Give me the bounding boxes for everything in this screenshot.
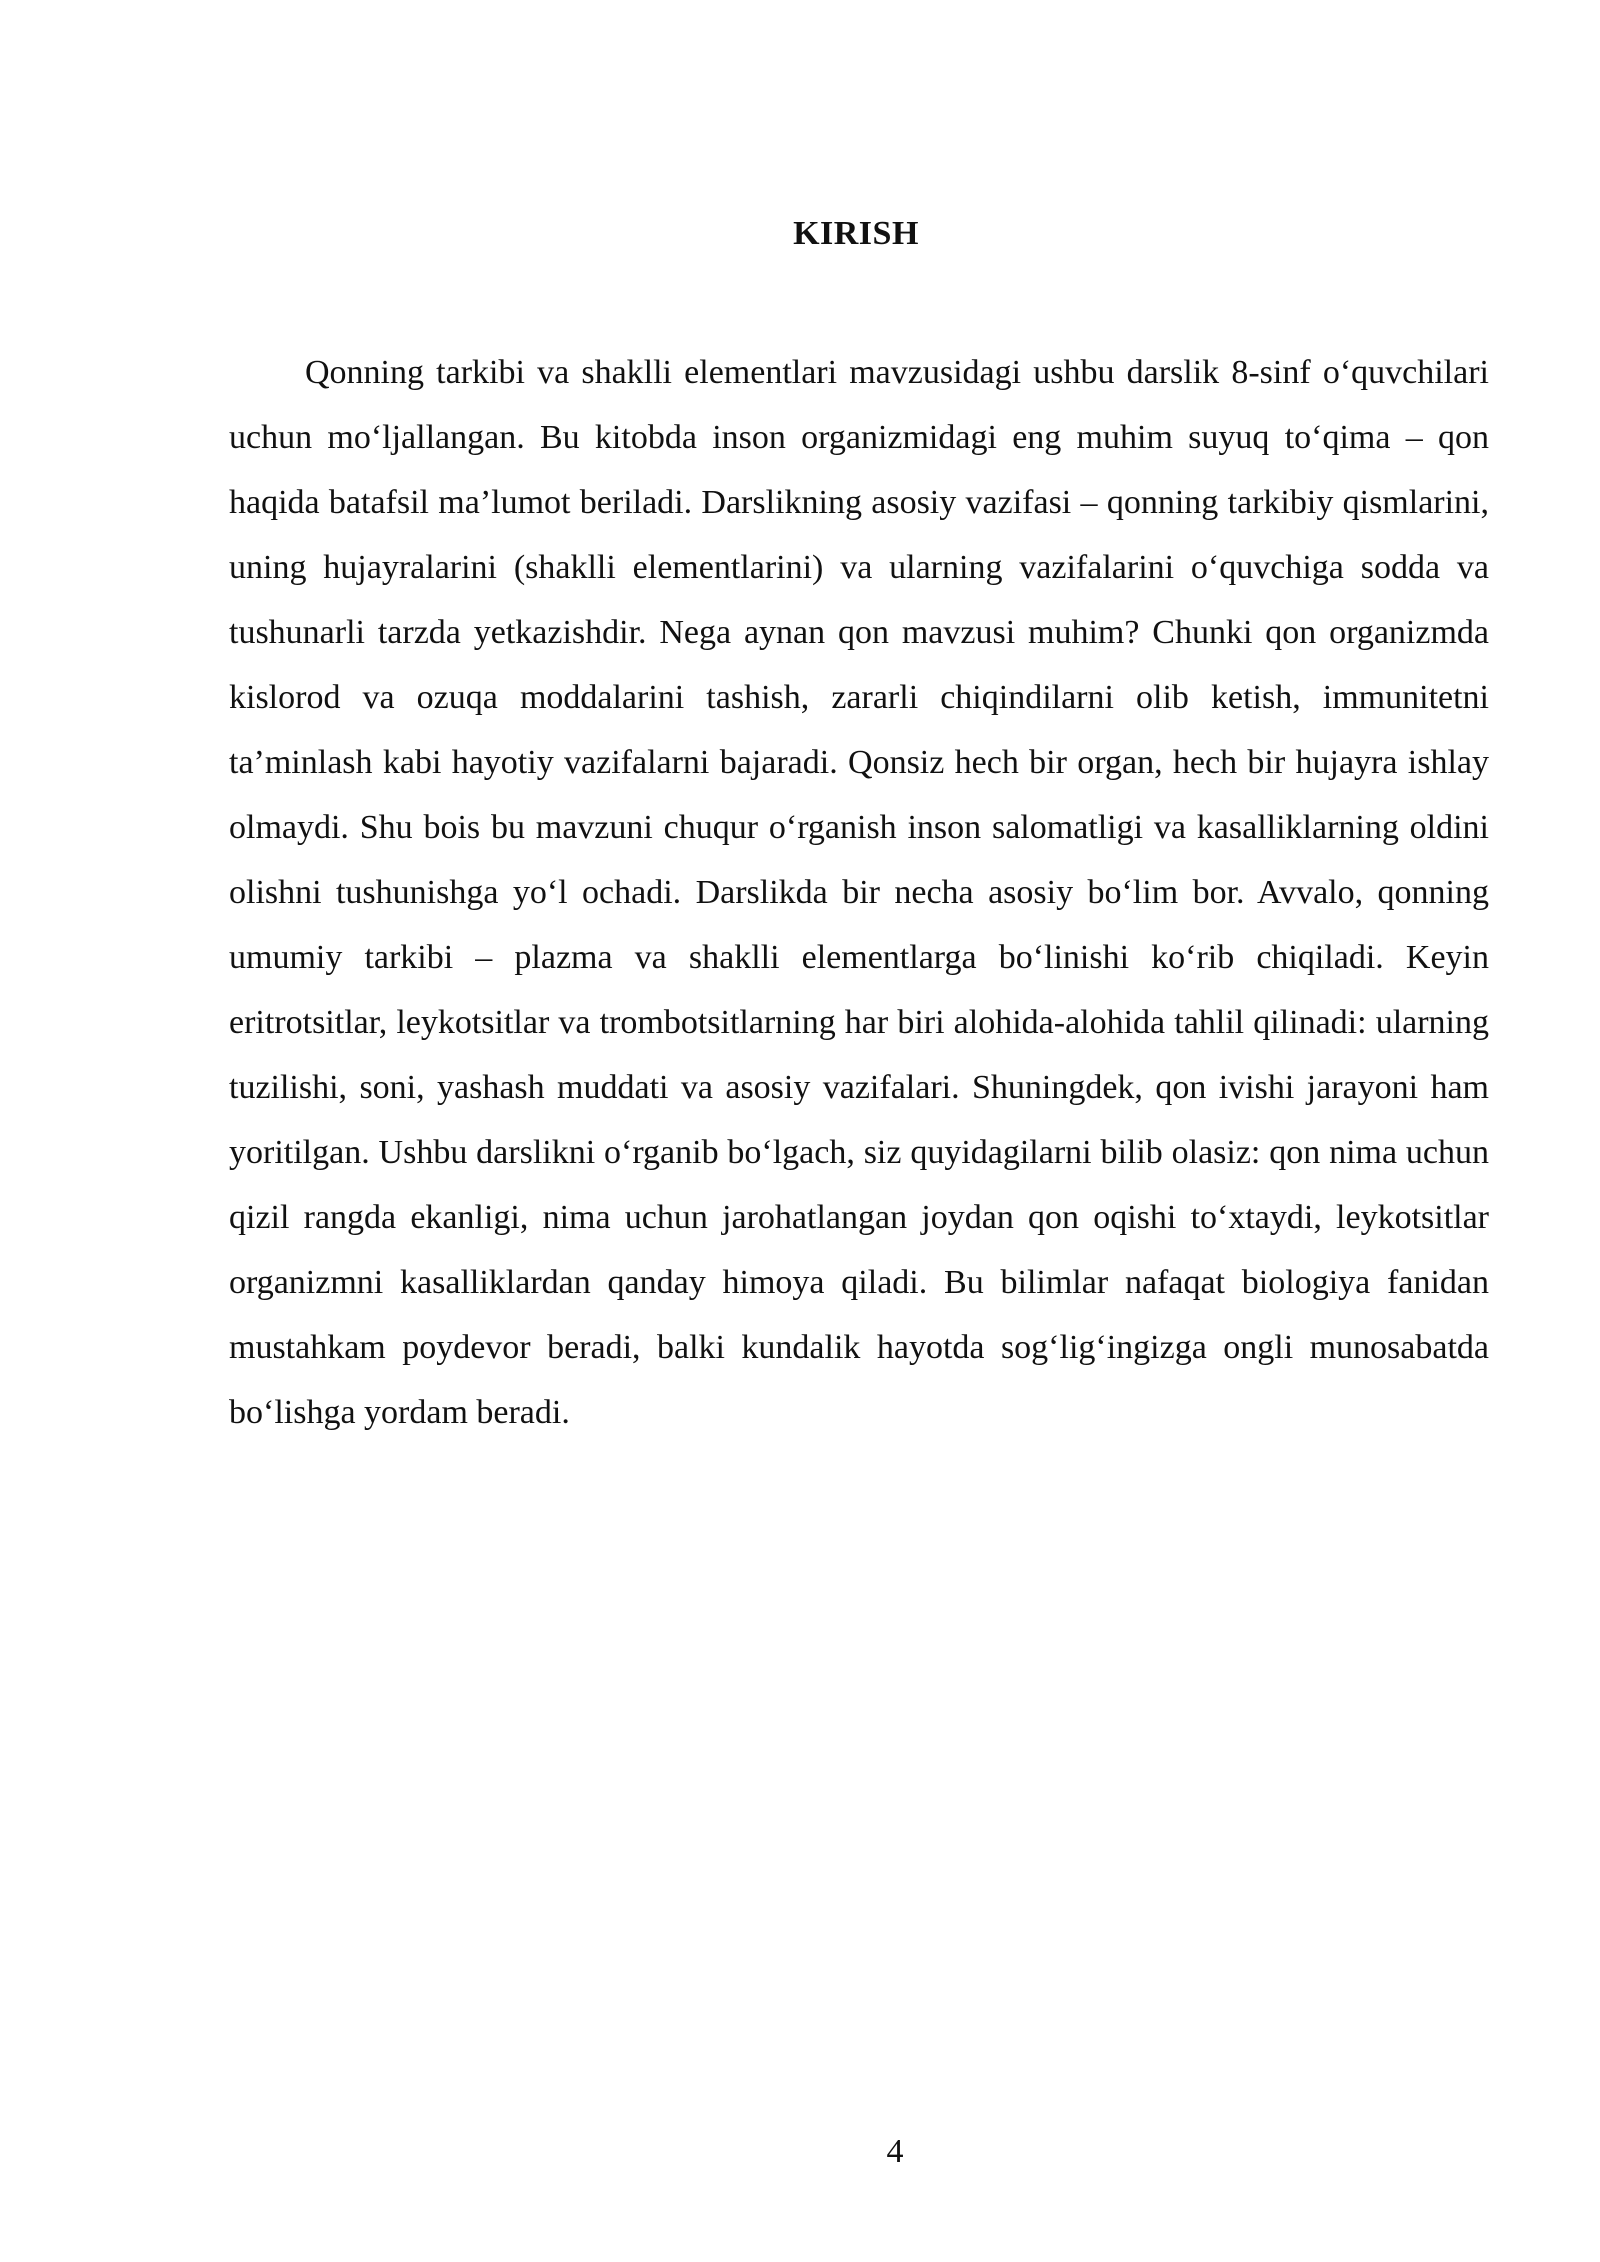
body-paragraph: Qonning tarkibi va shaklli elementlari mavzusidagi ushbu darslik 8-sinf o‘quvchilari uchun mo‘ljallangan. Bu kitobda inson organizmidagi eng muhim suyuq to‘qima – qon haqida batafsil ma’lumot beriladi. Darslikning asosiy vazifasi – qonning tarkibiy qismlarini, uning hujayralarini (shaklli elementlarini) va ularning vazifalarini o‘quvchiga sodda va tushunarli tarzda yetkazishdir. Nega aynan qon mavzusi muhim? Chunki qon organizmda kislorod va ozuqa moddalarini tashish, zararli chiqindilarni olib ketish, immunitetni ta’minlash kabi hayotiy vazifalarni bajaradi. Qonsiz hech bir organ, hech bir hujayra ishlay olmaydi. Shu bois bu mavzuni chuqur o‘rganish inson salomatligi va kasalliklarning oldini olishni tushunishga yo‘l ochadi. Darslikda bir necha asosiy bo‘lim bor. Avvalo, qonning umumiy tarkibi – plazma va shaklli elementlarga bo‘linishi ko‘rib chiqiladi. Keyin eritrotsitlar, leykotsitlar va trombotsitlarning har biri alohida-alohida tahlil qilinadi: ularning tuzilishi, soni, yashash muddati va asosiy vazifalari. Shuningdek, qon ivishi jarayoni ham yoritilgan. Ushbu darslikni o‘rganib bo‘lgach, siz quyidagilarni bilib olasiz: qon nima uchun qizil rangda ekanligi, nima uchun jarohatlangan joydan qon oqishi to‘xtaydi, leykotsitlar organizmni kasalliklardan qanday himoya qiladi. Bu bilimlar nafaqat biologiya fanidan mustahkam poydevor beradi, balki kundalik hayotda sog‘lig‘ingizga ongli munosabatda bo‘lishga yordam beradi.: [229, 354, 1489, 1431]
page-number: 4: [886, 2133, 904, 2170]
page-title: KIRISH: [793, 215, 919, 252]
